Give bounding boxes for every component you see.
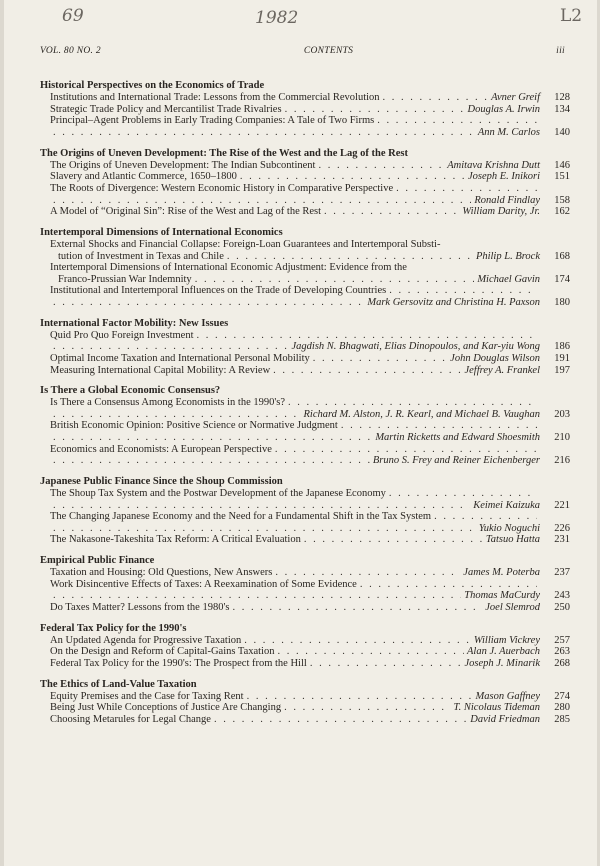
toc-entry[interactable]: [40, 183, 570, 206]
toc-entry[interactable]: [40, 635, 570, 647]
article-title: Optimal Income Taxation and International Personal Mobility: [50, 352, 310, 364]
article-page: 146: [554, 159, 570, 171]
article-title: Intertemporal Dimensions of International Economic Adjustment: Evidence from the: [50, 262, 407, 274]
leader-dots: [53, 409, 300, 421]
section-title: Intertemporal Dimensions of International Economics: [40, 226, 283, 238]
toc-entry[interactable]: [40, 579, 570, 602]
toc-entry[interactable]: [40, 330, 570, 353]
article-author: T. Nicolaus Tideman: [453, 702, 540, 714]
article-page: 197: [554, 364, 570, 376]
toc-entry[interactable]: [40, 353, 570, 365]
leader-dots: [247, 691, 473, 703]
article-title: External Shocks and Financial Collapse: Foreign-Loan Guarantees and Intertemporal Substi-: [50, 238, 441, 250]
article-page: 237: [554, 567, 570, 579]
article-page: 140: [554, 126, 570, 138]
leader-dots: [396, 183, 537, 195]
article-title: The Origins of Uneven Development: The Indian Subcontinent: [50, 159, 316, 171]
scan-edge-left: [0, 0, 4, 866]
leader-dots: [360, 579, 537, 591]
toc-entry[interactable]: [40, 104, 570, 116]
article-author: Mark Gersovitz and Christina H. Paxson: [367, 296, 540, 308]
article-page: 162: [554, 206, 570, 218]
toc-section: [40, 385, 570, 467]
article-title: Equity Premises and the Case for Taxing Rent: [50, 690, 244, 702]
leader-dots: [310, 658, 462, 670]
article-page: 128: [554, 92, 570, 104]
running-header: [40, 46, 565, 56]
article-page: 186: [554, 341, 570, 353]
leader-dots: [197, 330, 538, 342]
leader-dots: [318, 160, 444, 172]
article-author: James M. Poterba: [463, 567, 540, 579]
toc-section: [40, 476, 570, 546]
section-title: International Factor Mobility: New Issues: [40, 317, 229, 329]
article-page: 257: [554, 634, 570, 646]
article-title: The Changing Japanese Economy and the Need for a Fundamental Shift in the Tax System: [50, 511, 432, 523]
article-title: Economics and Economists: A European Perspective: [50, 443, 272, 455]
article-author: Jagdish N. Bhagwati, Elias Dinopoulos, and Kar-yiu Wong: [291, 341, 540, 353]
toc-entry[interactable]: [40, 658, 570, 670]
article-author: Ann M. Carlos: [477, 126, 540, 138]
article-author: Thomas MaCurdy: [464, 590, 540, 602]
article-author: William Vickrey: [473, 634, 540, 646]
leader-dots: [53, 195, 471, 207]
section-title: Historical Perspectives on the Economics of Trade: [40, 80, 265, 91]
toc-entry[interactable]: [40, 171, 570, 183]
article-title: An Updated Agenda for Progressive Taxation: [50, 634, 242, 646]
toc-section: [40, 80, 570, 139]
toc-entry[interactable]: [40, 534, 570, 546]
leader-dots: [285, 104, 465, 116]
leader-dots: [53, 432, 372, 444]
article-page: 268: [554, 658, 570, 669]
article-page: 250: [554, 602, 570, 614]
leader-dots: [288, 397, 537, 409]
article-author: Douglas A. Irwin: [467, 103, 540, 115]
article-page: 180: [554, 296, 570, 308]
leader-dots: [273, 365, 461, 377]
leader-dots: [389, 488, 537, 500]
section-title: The Origins of Uneven Development: The Rise of the West and the Lag of the Rest: [40, 147, 408, 159]
article-author: Philip L. Brock: [475, 250, 540, 262]
article-page: 221: [554, 499, 570, 511]
article-page: 263: [554, 646, 570, 658]
section-title: Is There a Global Economic Consensus?: [40, 385, 221, 397]
article-author: Joseph E. Inikori: [467, 171, 540, 183]
article-title: Institutions and International Trade: Lessons from the Commercial Revolution: [50, 92, 380, 104]
article-author: Avner Greif: [491, 92, 540, 104]
article-page: 274: [554, 690, 570, 702]
article-author: Michael Gavin: [477, 273, 540, 285]
leader-dots: [277, 646, 464, 658]
leader-dots: [53, 341, 289, 353]
toc-entry[interactable]: [40, 285, 570, 308]
article-title: Taxation and Housing: Old Questions, New Answers: [50, 567, 273, 579]
toc-entry[interactable]: [40, 691, 570, 703]
toc-entry[interactable]: [40, 646, 570, 658]
article-title: Choosing Metarules for Legal Change: [50, 713, 211, 725]
toc-entry[interactable]: [40, 602, 570, 614]
leader-dots: [240, 171, 465, 183]
leader-dots: [195, 274, 475, 286]
toc-entry[interactable]: [40, 206, 570, 218]
article-author: Yukio Noguchi: [478, 522, 540, 534]
leader-dots: [275, 567, 460, 579]
toc-section: [40, 623, 570, 670]
leader-dots: [383, 92, 489, 104]
toc-entry[interactable]: [40, 397, 570, 420]
article-title: The Roots of Divergence: Western Economic History in Comparative Perspective: [50, 182, 394, 194]
article-page: 191: [554, 352, 570, 364]
toc-entry[interactable]: [40, 511, 570, 534]
toc-section: [40, 555, 570, 614]
article-title: Measuring International Capital Mobility: A Review: [50, 364, 271, 376]
article-page: 216: [554, 455, 570, 467]
leader-dots: [313, 353, 447, 365]
leader-dots: [377, 115, 537, 127]
section-title: Japanese Public Finance Since the Shoup Commission: [40, 475, 283, 487]
article-author: Mason Gaffney: [475, 690, 540, 702]
leader-dots: [389, 285, 537, 297]
article-author: William Darity, Jr.: [462, 206, 540, 218]
leader-dots: [227, 251, 473, 263]
article-title: Quid Pro Quo Foreign Investment: [50, 329, 194, 341]
article-author: Keimei Kaizuka: [473, 499, 540, 511]
toc-entry[interactable]: [40, 92, 570, 104]
article-title: Do Taxes Matter? Lessons from the 1980's: [50, 602, 230, 614]
article-author: Bruno S. Frey and Reiner Eichenberger: [372, 455, 540, 467]
article-title: Strategic Trade Policy and Mercantilist Trade Rivalries: [50, 103, 282, 115]
leader-dots: [53, 523, 476, 535]
leader-dots: [53, 455, 370, 467]
article-page: 174: [554, 273, 570, 285]
article-page: 226: [554, 522, 570, 534]
article-author: Joel Slemrod: [485, 602, 540, 614]
article-title: Principal–Agent Problems in Early Trading Companies: A Tale of Two Firms: [50, 115, 375, 127]
article-page: 158: [554, 194, 570, 206]
leader-dots: [232, 602, 482, 614]
toc-entry[interactable]: [40, 714, 570, 726]
article-page: 280: [554, 702, 570, 714]
article-author: Joseph J. Minarik: [464, 658, 540, 669]
handwritten-note-middle: 1982: [255, 8, 299, 28]
article-author: Martin Ricketts and Edward Shoesmith: [375, 432, 540, 444]
article-author: Alan J. Auerbach: [467, 646, 540, 658]
article-page: 243: [554, 590, 570, 602]
article-title: Being Just While Conceptions of Justice Are Changing: [50, 702, 282, 714]
article-title: tution of Investment in Texas and Chile: [58, 250, 224, 262]
leader-dots: [244, 635, 471, 647]
article-title: Franco-Prussian War Indemnity: [58, 273, 192, 285]
article-author: John Douglas Wilson: [450, 352, 540, 364]
toc-entry[interactable]: [40, 567, 570, 579]
leader-dots: [275, 444, 537, 456]
handwritten-note-right: L2: [560, 6, 583, 26]
toc-section: [40, 318, 570, 377]
article-page: 168: [554, 250, 570, 262]
article-page: 210: [554, 432, 570, 444]
leader-dots: [53, 500, 470, 512]
leader-dots: [53, 297, 364, 309]
page-number: iii: [556, 46, 565, 56]
toc-entry[interactable]: [40, 115, 570, 138]
toc-entry[interactable]: [40, 239, 570, 262]
toc-entry[interactable]: [40, 444, 570, 467]
article-title: Work Disincentive Effects of Taxes: A Reexamination of Some Evidence: [50, 578, 357, 590]
toc-section: [40, 227, 570, 309]
toc-entry[interactable]: [40, 702, 570, 714]
article-title: Is There a Consensus Among Economists in the 1990's?: [50, 397, 286, 409]
leader-dots: [53, 127, 475, 139]
toc-entry[interactable]: [40, 365, 570, 377]
article-title: On the Design and Reform of Capital-Gains Taxation: [50, 646, 275, 658]
article-author: David Friedman: [470, 713, 540, 725]
section-title: Federal Tax Policy for the 1990's: [40, 622, 187, 634]
article-title: The Shoup Tax System and the Postwar Development of the Japanese Economy: [50, 488, 386, 500]
volume-label: VOL. 80 NO. 2: [40, 46, 101, 56]
article-title: British Economic Opinion: Positive Science or Normative Judgment: [50, 420, 338, 432]
leader-dots: [304, 534, 483, 546]
leader-dots: [53, 590, 461, 602]
toc-entry[interactable]: [40, 160, 570, 172]
section-title: Empirical Public Finance: [40, 555, 155, 567]
leader-dots: [284, 702, 450, 714]
leader-dots: [214, 714, 467, 726]
article-title: A Model of “Original Sin”: Rise of the West and Lag of the Rest: [50, 206, 322, 218]
article-author: Tatsuo Hatta: [485, 534, 540, 546]
article-author: Jeffrey A. Frankel: [464, 364, 540, 376]
article-title: Federal Tax Policy for the 1990's: The Prospect from the Hill: [50, 658, 307, 669]
leader-dots: [324, 206, 459, 218]
leader-dots: [434, 511, 537, 523]
toc-entry[interactable]: [40, 488, 570, 511]
section-title: The Ethics of Land-Value Taxation: [40, 678, 197, 690]
article-title: Slavery and Atlantic Commerce, 1650–1800: [50, 171, 237, 183]
toc-section: [40, 148, 570, 218]
article-author: Richard M. Alston, J. R. Kearl, and Michael B. Vaughan: [303, 408, 540, 420]
article-page: 203: [554, 408, 570, 420]
table-of-contents: [40, 80, 570, 735]
contents-heading: CONTENTS: [303, 46, 354, 56]
leader-dots: [341, 420, 537, 432]
article-title: The Nakasone-Takeshita Tax Reform: A Critical Evaluation: [50, 534, 301, 546]
toc-section: [40, 679, 570, 726]
toc-entry[interactable]: [40, 420, 570, 443]
article-page: 231: [554, 534, 570, 546]
article-title: Institutional and Intertemporal Influences on the Trade of Developing Countries: [50, 285, 387, 297]
toc-entry[interactable]: [40, 262, 570, 285]
article-page: 134: [554, 103, 570, 115]
handwritten-note-left: 69: [62, 6, 84, 26]
article-page: 151: [554, 171, 570, 183]
article-author: Amitava Krishna Dutt: [447, 159, 540, 171]
article-author: Ronald Findlay: [474, 194, 540, 206]
article-page: 285: [554, 713, 570, 725]
